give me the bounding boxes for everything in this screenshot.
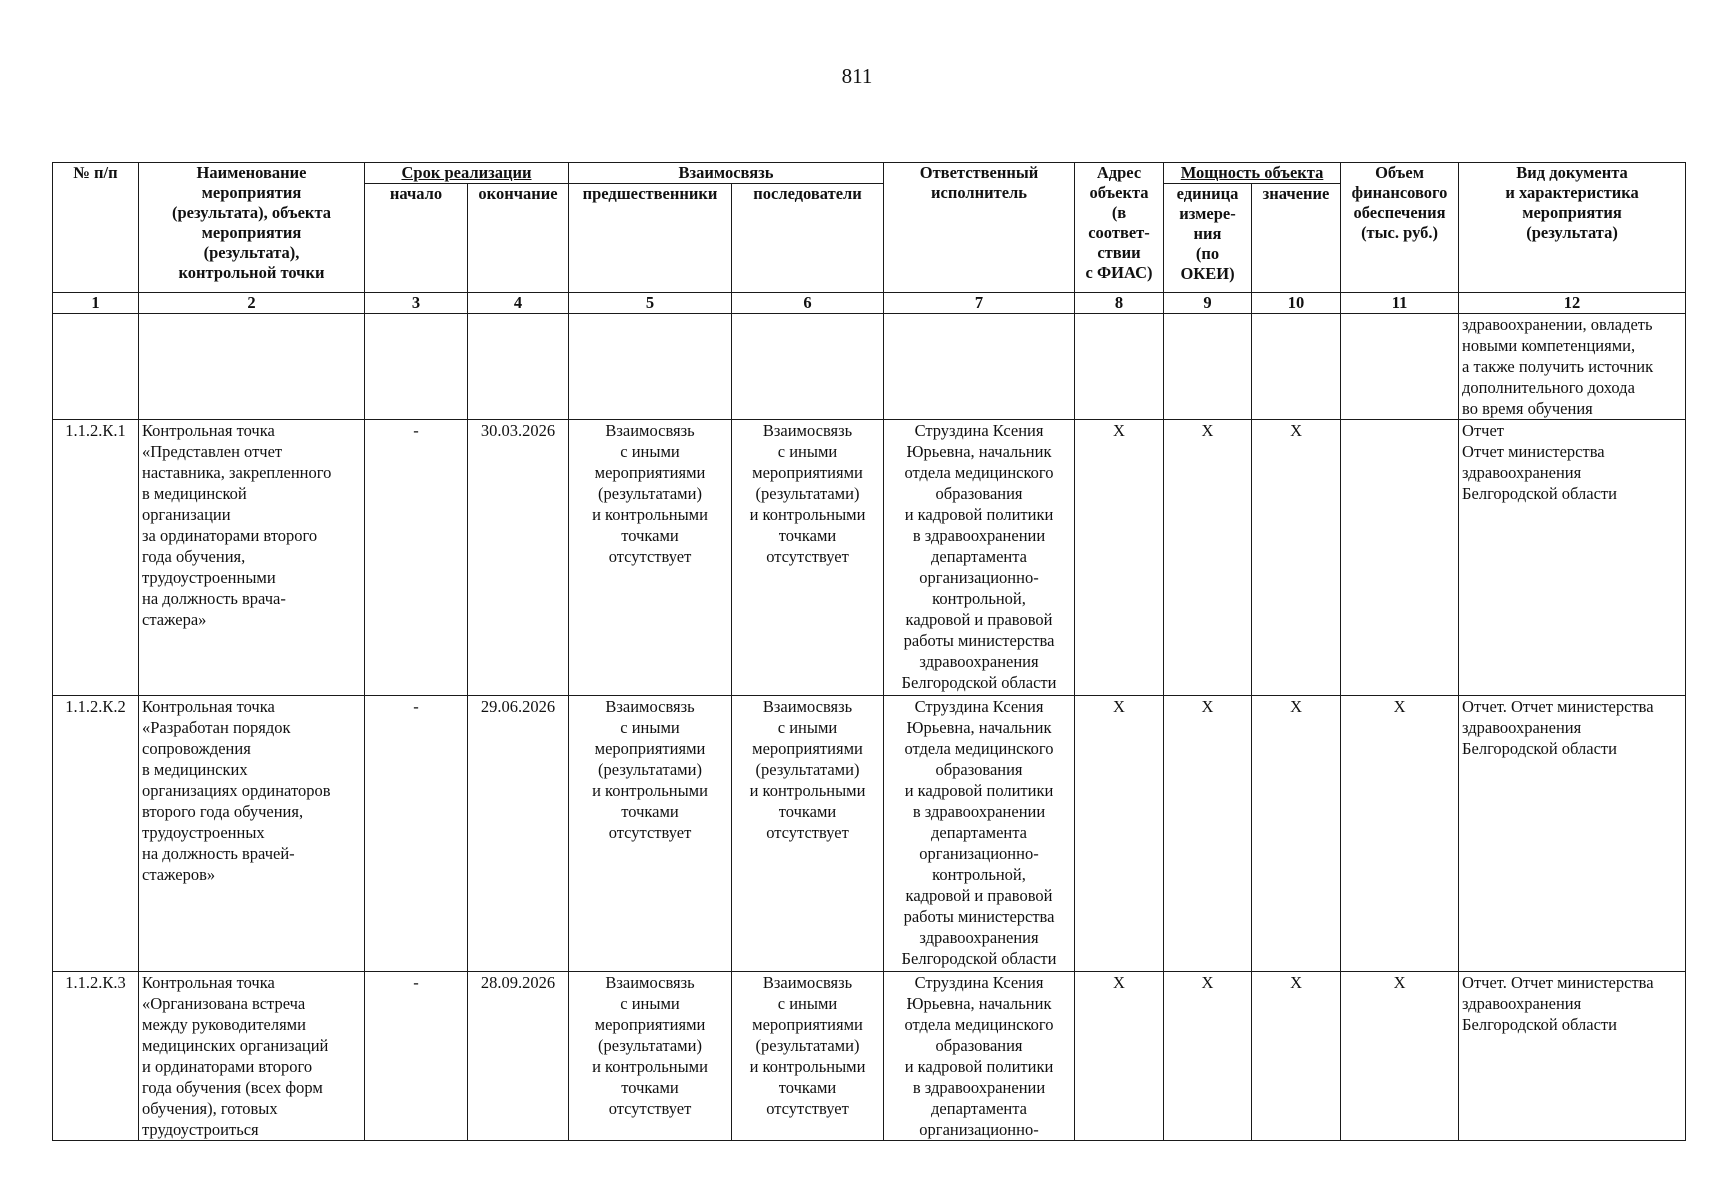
column-number: 9	[1164, 293, 1252, 314]
table-row	[53, 972, 1686, 1141]
column-number: 10	[1252, 293, 1341, 314]
cell-empty	[53, 314, 139, 420]
cell-num: 1.1.2.К.2	[53, 696, 139, 972]
cell-unit: X	[1164, 696, 1252, 972]
column-number: 8	[1075, 293, 1164, 314]
cell-value: X	[1252, 972, 1341, 1141]
header-name: Наименование мероприятия (результата), объекта мероприятия (результата), контрольной точки	[139, 163, 365, 293]
plan-table	[52, 162, 1686, 1141]
cell-next: Взаимосвязь с иными мероприятиями (результатами) и контрольными точками отсутствует	[732, 420, 884, 696]
column-number: 5	[569, 293, 732, 314]
cell-prev: Взаимосвязь с иными мероприятиями (результатами) и контрольными точками отсутствует	[569, 696, 732, 972]
cell-doc: Отчет Отчет министерства здравоохранения Белгородской области	[1459, 420, 1686, 696]
cell-doc: здравоохранении, овладеть новыми компетенциями, а также получить источник дополнительного дохода во время обучения	[1459, 314, 1686, 420]
cell-start: -	[365, 696, 468, 972]
cell-doc: Отчет. Отчет министерства здравоохранения Белгородской области	[1459, 972, 1686, 1141]
table-row	[53, 420, 1686, 696]
cell-address: X	[1075, 972, 1164, 1141]
header-link-prev: предшественники	[569, 184, 732, 293]
cell-empty	[732, 314, 884, 420]
table-row	[53, 696, 1686, 972]
cell-end: 28.09.2026	[468, 972, 569, 1141]
cell-responsible: Струздина Ксения Юрьевна, начальник отдела медицинского образования и кадровой политики в здравоохранении департамента организационно- контрольной, кадровой и правовой работы министерства здравоохранения Белгородской области	[884, 696, 1075, 972]
cell-end: 29.06.2026	[468, 696, 569, 972]
header-capacity-unit: единица измере- ния (по ОКЕИ)	[1164, 184, 1252, 293]
column-numbers-row	[53, 293, 1686, 314]
cell-responsible: Струздина Ксения Юрьевна, начальник отдела медицинского образования и кадровой политики в здравоохранении департамента организационно-	[884, 972, 1075, 1141]
header-capacity: Мощность объекта	[1164, 163, 1341, 184]
header-term-end: окончание	[468, 184, 569, 293]
cell-start: -	[365, 420, 468, 696]
cell-doc: Отчет. Отчет министерства здравоохранения Белгородской области	[1459, 696, 1686, 972]
cell-empty	[468, 314, 569, 420]
column-number: 12	[1459, 293, 1686, 314]
column-number: 1	[53, 293, 139, 314]
cell-finance: X	[1341, 696, 1459, 972]
cell-empty	[1075, 314, 1164, 420]
header-link-next: последователи	[732, 184, 884, 293]
column-number: 2	[139, 293, 365, 314]
cell-name: Контрольная точка «Разработан порядок сопровождения в медицинских организациях ординаторов второго года обучения, трудоустроенных на должность врачей- стажеров»	[139, 696, 365, 972]
column-number: 3	[365, 293, 468, 314]
header-capacity-value: значение	[1252, 184, 1341, 293]
page-number: 811	[841, 64, 873, 88]
cell-empty	[1252, 314, 1341, 420]
cell-start: -	[365, 972, 468, 1141]
header-num: № п/п	[53, 163, 139, 293]
cell-num: 1.1.2.К.1	[53, 420, 139, 696]
cell-empty	[365, 314, 468, 420]
cell-empty	[139, 314, 365, 420]
cell-unit: X	[1164, 420, 1252, 696]
cell-empty	[884, 314, 1075, 420]
cell-empty	[1164, 314, 1252, 420]
cell-empty	[569, 314, 732, 420]
cell-empty	[1341, 314, 1459, 420]
header-address: Адрес объекта (в соответ- ствии с ФИАС)	[1075, 163, 1164, 293]
cell-finance: X	[1341, 972, 1459, 1141]
cell-address: X	[1075, 420, 1164, 696]
header-row	[53, 163, 1686, 184]
header-link: Взаимосвязь	[569, 163, 884, 184]
cell-name: Контрольная точка «Представлен отчет наставника, закрепленного в медицинской организации за ординаторами второго года обучения, трудоустроенными на должность врача- стажера»	[139, 420, 365, 696]
cell-num: 1.1.2.К.3	[53, 972, 139, 1141]
column-number: 6	[732, 293, 884, 314]
cell-prev: Взаимосвязь с иными мероприятиями (результатами) и контрольными точками отсутствует	[569, 972, 732, 1141]
header-term: Срок реализации	[365, 163, 569, 184]
cell-address: X	[1075, 696, 1164, 972]
cell-finance	[1341, 420, 1459, 696]
cell-value: X	[1252, 420, 1341, 696]
cell-next: Взаимосвязь с иными мероприятиями (результатами) и контрольными точками отсутствует	[732, 696, 884, 972]
header-doc: Вид документа и характеристика мероприятия (результата)	[1459, 163, 1686, 293]
cell-responsible: Струздина Ксения Юрьевна, начальник отдела медицинского образования и кадровой политики в здравоохранении департамента организационно- контрольной, кадровой и правовой работы министерства здравоохранения Белгородской области	[884, 420, 1075, 696]
header-responsible: Ответственный исполнитель	[884, 163, 1075, 293]
column-number: 4	[468, 293, 569, 314]
table-row-continuation	[53, 314, 1686, 420]
cell-next: Взаимосвязь с иными мероприятиями (результатами) и контрольными точками отсутствует	[732, 972, 884, 1141]
column-number: 11	[1341, 293, 1459, 314]
cell-name: Контрольная точка «Организована встреча между руководителями медицинских организаций и ординаторами второго года обучения (всех форм обучения), готовых трудоустроиться	[139, 972, 365, 1141]
cell-value: X	[1252, 696, 1341, 972]
header-term-start: начало	[365, 184, 468, 293]
cell-unit: X	[1164, 972, 1252, 1141]
header-finance: Объем финансового обеспечения (тыс. руб.)	[1341, 163, 1459, 293]
cell-prev: Взаимосвязь с иными мероприятиями (результатами) и контрольными точками отсутствует	[569, 420, 732, 696]
column-number: 7	[884, 293, 1075, 314]
cell-end: 30.03.2026	[468, 420, 569, 696]
